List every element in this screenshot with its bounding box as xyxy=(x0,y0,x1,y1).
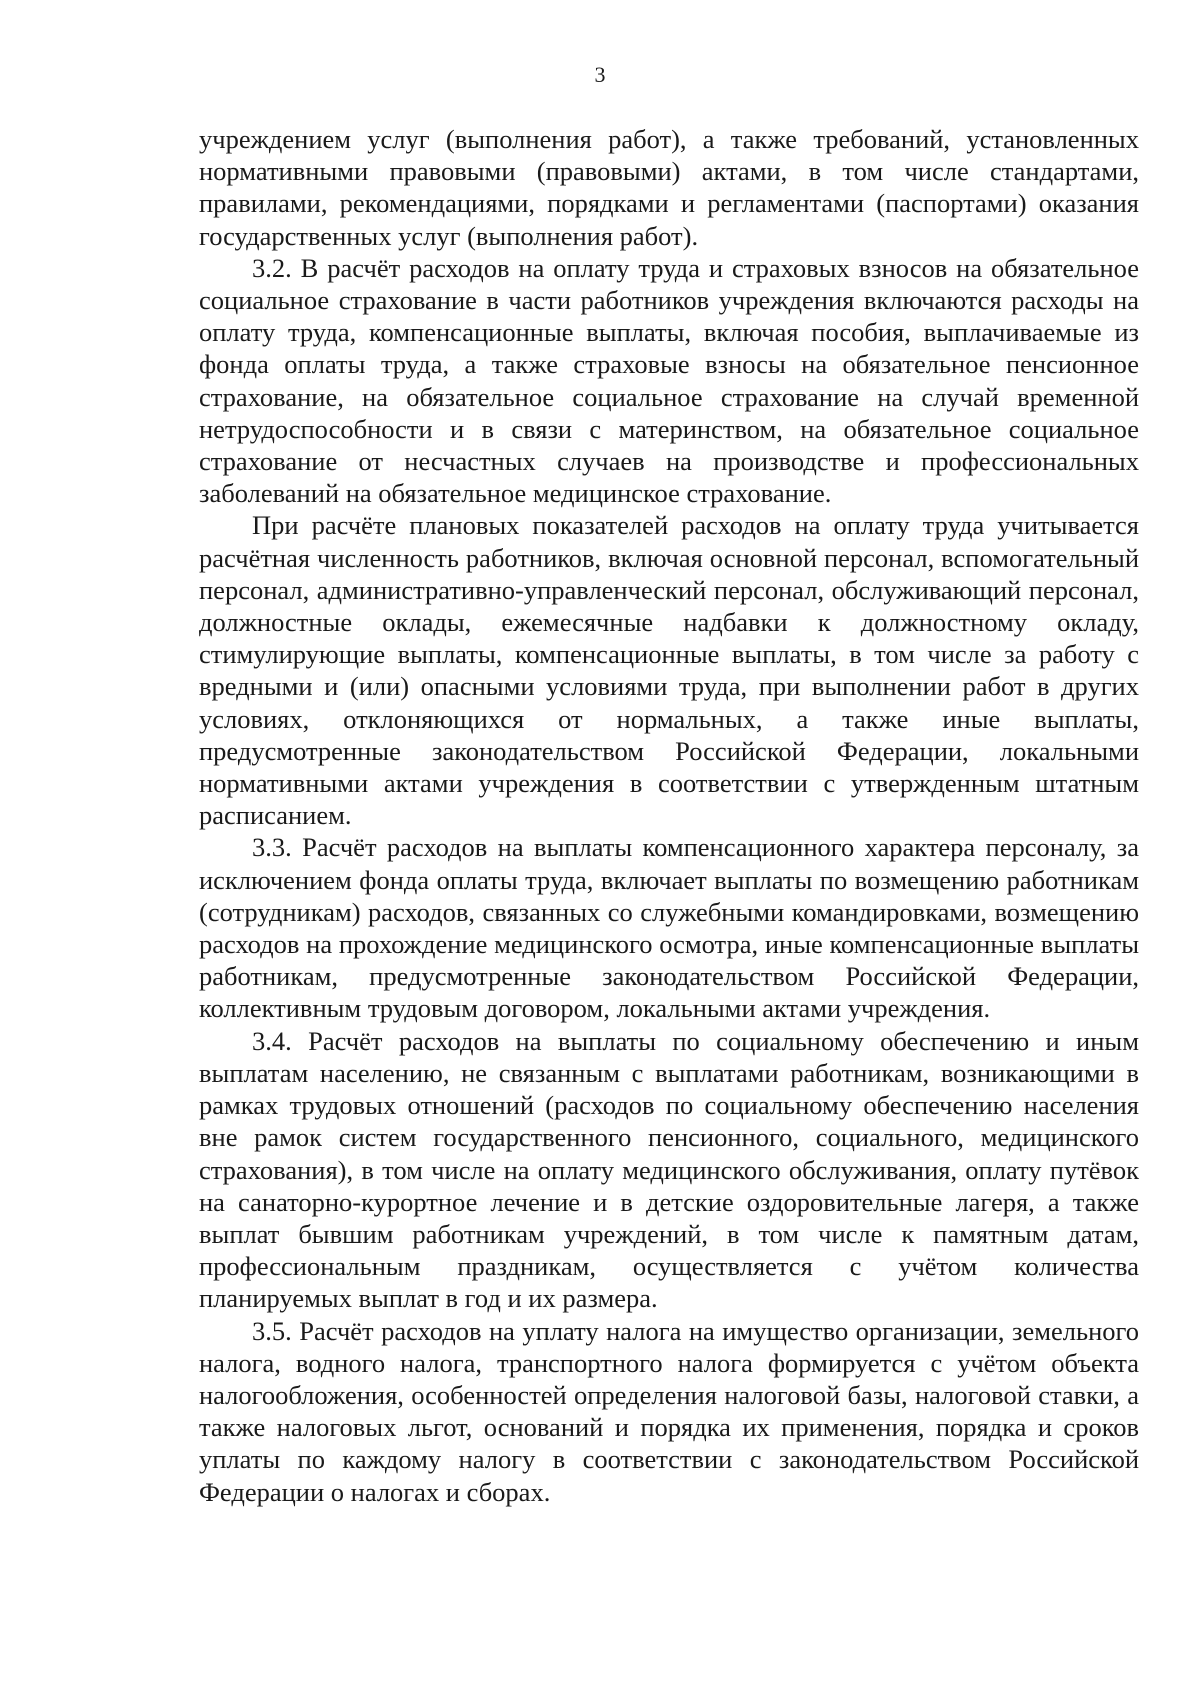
document-body xyxy=(199,123,1139,1508)
page-number: 3 xyxy=(594,62,606,87)
paragraph-3-3: 3.3. Расчёт расходов на выплаты компенсационного характера персоналу, за исключением фонда оплаты труда, включает выплаты по возмещению работникам (сотрудникам) расходов, связанных со служебными командировками, возмещению расходов на прохождение медицинского осмотра, иные компенсационные выплаты работникам, предусмотренные законодательством Российской Федерации, коллективным трудовым договором, локальными актами учреждения. xyxy=(199,832,1139,1024)
paragraph-3-1-continuation: учреждением услуг (выполнения работ), а также требований, установленных нормативными правовыми (правовыми) актами, в том числе стандартами, правилами, рекомендациями, порядками и регламентами (паспортами) оказания государственных услуг (выполнения работ). xyxy=(199,124,1139,251)
paragraph-3-2-planning: При расчёте плановых показателей расходов на оплату труда учитывается расчётная численность работников, включая основной персонал, вспомогательный персонал, административно-управленческий персонал, обслуживающий персонал, должностные оклады, ежемесячные надбавки к должностному окладу, стимулирующие выплаты, компенсационные выплаты, в том числе за работу с вредными и (или) опасными условиями труда, при выполнении работ в других условиях, отклоняющихся от нормальных, а также иные выплаты, предусмотренные законодательством Российской Федерации, локальными нормативными актами учреждения в соответствии с утвержденным штатным расписанием. xyxy=(199,510,1139,831)
paragraph-3-5: 3.5. Расчёт расходов на уплату налога на имущество организации, земельного налога, водного налога, транспортного налога формируется с учётом объекта налогообложения, особенностей определения налоговой базы, налоговой ставки, а также налоговых льгот, оснований и порядка их применения, порядка и сроков уплаты по каждому налогу в соответствии с законодательством Российской Федерации о налогах и сборах. xyxy=(199,1315,1139,1507)
paragraph-3-4: 3.4. Расчёт расходов на выплаты по социальному обеспечению и иным выплатам населению, не связанным с выплатами работникам, возникающими в рамках трудовых отношений (расходов по социальному обеспечению населения вне рамок систем государственного пенсионного, социального, медицинского страхования), в том числе на оплату медицинского обслуживания, оплату путёвок на санаторно-курортное лечение и в детские оздоровительные лагеря, а также выплат бывшим работникам учреждений, в том числе к памятным датам, профессиональным праздникам, осуществляется с учётом количества планируемых выплат в год и их размера. xyxy=(199,1025,1139,1314)
paragraph-3-2: 3.2. В расчёт расходов на оплату труда и страховых взносов на обязательное социальное страхование в части работников учреждения включаются расходы на оплату труда, компенсационные выплаты, включая пособия, выплачиваемые из фонда оплаты труда, а также страховые взносы на обязательное пенсионное страхование, на обязательное социальное страхование на случай временной нетрудоспособности и в связи с материнством, на обязательное социальное страхование от несчастных случаев на производстве и профессиональных заболеваний на обязательное медицинское страхование. xyxy=(199,252,1139,509)
